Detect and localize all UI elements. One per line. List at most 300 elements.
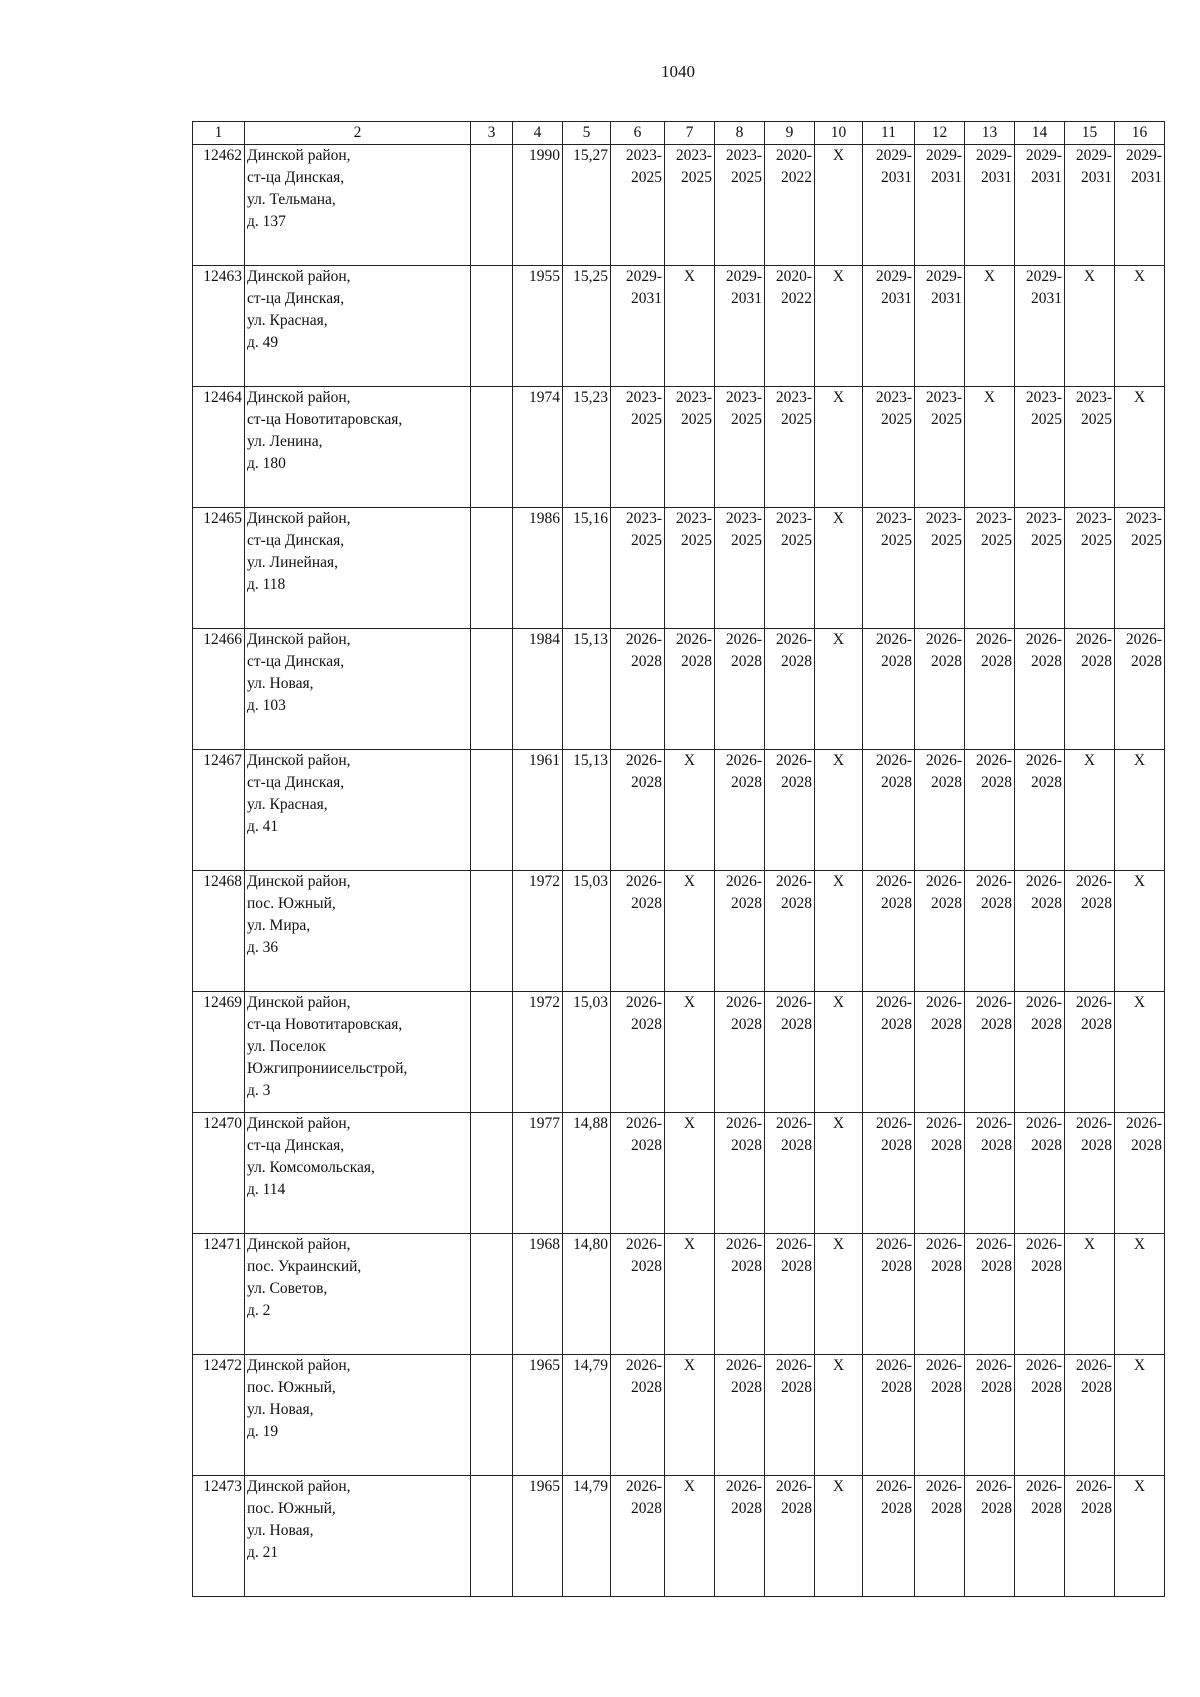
cell-line: 2026- bbox=[625, 994, 662, 1011]
cell-line: 2026- bbox=[1025, 752, 1062, 769]
cell-line: X bbox=[832, 1115, 845, 1132]
period-cell-col-13 bbox=[965, 145, 1015, 266]
period-cell-col-10 bbox=[815, 871, 863, 992]
period-cell-col-11 bbox=[863, 629, 915, 750]
address-line: Динской район, bbox=[247, 1478, 351, 1495]
period-cell-col-16 bbox=[1115, 1355, 1165, 1476]
cell-line: 2025 bbox=[781, 532, 812, 549]
cell-line: 2031 bbox=[1131, 169, 1162, 186]
record-id: 12462 bbox=[193, 145, 245, 266]
period-cell-col-15 bbox=[1065, 1476, 1115, 1597]
period-cell-col-11 bbox=[863, 387, 915, 508]
period-cell-col-15 bbox=[1065, 629, 1115, 750]
cell-c4: 1984 bbox=[513, 629, 563, 750]
cell-line: 2023- bbox=[675, 147, 712, 164]
cell-line: 2026- bbox=[625, 631, 662, 648]
period-cell-col-16 bbox=[1115, 266, 1165, 387]
address-line: Динской район, bbox=[247, 1115, 351, 1132]
cell-c5: 14,88 bbox=[563, 1113, 611, 1234]
cell-line: 2029- bbox=[625, 268, 662, 285]
period-cell-col-14 bbox=[1015, 992, 1065, 1113]
period-cell-col-11 bbox=[863, 1355, 915, 1476]
period-cell-col-6 bbox=[611, 1234, 665, 1355]
cell-line: 2028 bbox=[731, 1500, 762, 1517]
cell-line: 2028 bbox=[631, 1258, 662, 1275]
record-id: 12472 bbox=[193, 1355, 245, 1476]
period-cell-col-14 bbox=[1015, 266, 1065, 387]
cell-line: 2031 bbox=[931, 290, 962, 307]
table-row bbox=[193, 992, 1165, 1113]
cell-line: 2026- bbox=[775, 1478, 812, 1495]
cell-line: 2028 bbox=[981, 1258, 1012, 1275]
address-line: Динской район, bbox=[247, 510, 351, 527]
cell-line: 2023- bbox=[1025, 510, 1062, 527]
address-line: д. 180 bbox=[247, 455, 286, 472]
cell-line: 2025 bbox=[1031, 411, 1062, 428]
cell-line: 2026- bbox=[925, 631, 962, 648]
cell-line: 2028 bbox=[781, 1500, 812, 1517]
cell-line: 2029- bbox=[925, 147, 962, 164]
table-row bbox=[193, 266, 1165, 387]
period-cell-col-14 bbox=[1015, 145, 1065, 266]
address-line: ст-ца Динская, bbox=[247, 290, 345, 307]
cell-line: 2023- bbox=[925, 389, 962, 406]
cell-line: 2026- bbox=[775, 1115, 812, 1132]
cell-c5: 15,27 bbox=[563, 145, 611, 266]
cell-line: 2026- bbox=[1075, 1478, 1112, 1495]
cell-line: X bbox=[832, 873, 845, 890]
cell-line: 2026- bbox=[625, 1357, 662, 1374]
period-cell-col-10 bbox=[815, 508, 863, 629]
period-cell-col-6 bbox=[611, 508, 665, 629]
period-cell-col-15 bbox=[1065, 145, 1115, 266]
cell-line: X bbox=[983, 268, 996, 285]
cell-line: 2028 bbox=[731, 1016, 762, 1033]
period-cell-col-10 bbox=[815, 1234, 863, 1355]
registry-table bbox=[192, 121, 1165, 1597]
cell-line: X bbox=[832, 268, 845, 285]
cell-line: X bbox=[832, 147, 845, 164]
cell-c5: 15,13 bbox=[563, 629, 611, 750]
cell-c3 bbox=[471, 387, 513, 508]
period-cell-col-7 bbox=[665, 750, 715, 871]
column-header-8: 8 bbox=[715, 122, 765, 145]
cell-line: 2023- bbox=[975, 510, 1012, 527]
cell-line: 2026- bbox=[925, 752, 962, 769]
cell-line: 2028 bbox=[981, 1137, 1012, 1154]
address-line: Динской район, bbox=[247, 268, 351, 285]
table-row bbox=[193, 629, 1165, 750]
cell-c5: 15,03 bbox=[563, 992, 611, 1113]
column-header-11: 11 bbox=[863, 122, 915, 145]
period-cell-col-13 bbox=[965, 1113, 1015, 1234]
cell-line: 2028 bbox=[731, 1258, 762, 1275]
address-line: ст-ца Динская, bbox=[247, 653, 345, 670]
cell-line: 2028 bbox=[981, 774, 1012, 791]
cell-line: X bbox=[832, 1236, 845, 1253]
cell-line: 2028 bbox=[631, 1379, 662, 1396]
period-cell-col-14 bbox=[1015, 750, 1065, 871]
cell-line: 2028 bbox=[1031, 1258, 1062, 1275]
period-cell-col-12 bbox=[915, 145, 965, 266]
period-cell-col-8 bbox=[715, 750, 765, 871]
period-cell-col-12 bbox=[915, 1476, 965, 1597]
cell-c5: 15,16 bbox=[563, 508, 611, 629]
cell-line: 2026- bbox=[775, 752, 812, 769]
cell-line: 2025 bbox=[681, 169, 712, 186]
cell-line: 2026- bbox=[1025, 631, 1062, 648]
cell-line: 2026- bbox=[875, 1357, 912, 1374]
cell-c5: 14,79 bbox=[563, 1355, 611, 1476]
period-cell-col-10 bbox=[815, 1476, 863, 1597]
record-id: 12469 bbox=[193, 992, 245, 1113]
cell-line: 2026- bbox=[1125, 631, 1162, 648]
cell-line: 2028 bbox=[731, 1137, 762, 1154]
address-line: ул. Мира, bbox=[247, 917, 311, 934]
record-id: 12466 bbox=[193, 629, 245, 750]
cell-c5: 15,25 bbox=[563, 266, 611, 387]
cell-line: 2028 bbox=[1031, 1379, 1062, 1396]
cell-line: X bbox=[1083, 1236, 1096, 1253]
cell-line: X bbox=[832, 631, 845, 648]
period-cell-col-11 bbox=[863, 145, 915, 266]
period-cell-col-8 bbox=[715, 992, 765, 1113]
cell-c4: 1986 bbox=[513, 508, 563, 629]
cell-line: 2029- bbox=[1125, 147, 1162, 164]
cell-line: 2029- bbox=[875, 268, 912, 285]
period-cell-col-15 bbox=[1065, 266, 1115, 387]
cell-line: 2026- bbox=[675, 631, 712, 648]
record-id: 12471 bbox=[193, 1234, 245, 1355]
cell-c4: 1968 bbox=[513, 1234, 563, 1355]
period-cell-col-7 bbox=[665, 1476, 715, 1597]
cell-line: 2028 bbox=[931, 1379, 962, 1396]
period-cell-col-8 bbox=[715, 1234, 765, 1355]
cell-line: 2026- bbox=[975, 994, 1012, 1011]
cell-line: 2026- bbox=[1075, 994, 1112, 1011]
period-cell-col-16 bbox=[1115, 629, 1165, 750]
cell-line: 2025 bbox=[731, 411, 762, 428]
cell-c4: 1972 bbox=[513, 871, 563, 992]
period-cell-col-16 bbox=[1115, 750, 1165, 871]
period-cell-col-16 bbox=[1115, 508, 1165, 629]
period-cell-col-9 bbox=[765, 266, 815, 387]
cell-line: 2031 bbox=[1031, 290, 1062, 307]
cell-line: 2023- bbox=[1075, 389, 1112, 406]
table-row bbox=[193, 871, 1165, 992]
cell-c3 bbox=[471, 1113, 513, 1234]
address-line: д. 21 bbox=[247, 1544, 279, 1561]
period-cell-col-8 bbox=[715, 629, 765, 750]
cell-line: X bbox=[683, 268, 696, 285]
address-line: Динской район, bbox=[247, 994, 351, 1011]
cell-line: 2026- bbox=[1025, 1478, 1062, 1495]
period-cell-col-10 bbox=[815, 1113, 863, 1234]
cell-line: 2020- bbox=[775, 268, 812, 285]
cell-line: 2028 bbox=[631, 1500, 662, 1517]
address-line: ул. Красная, bbox=[247, 312, 328, 329]
period-cell-col-8 bbox=[715, 508, 765, 629]
period-cell-col-7 bbox=[665, 387, 715, 508]
period-cell-col-7 bbox=[665, 508, 715, 629]
address-line: д. 19 bbox=[247, 1423, 279, 1440]
table-row bbox=[193, 387, 1165, 508]
cell-line: 2023- bbox=[1025, 389, 1062, 406]
cell-c5: 14,80 bbox=[563, 1234, 611, 1355]
period-cell-col-15 bbox=[1065, 750, 1115, 871]
period-cell-col-14 bbox=[1015, 1234, 1065, 1355]
cell-line: 2025 bbox=[781, 411, 812, 428]
cell-line: 2028 bbox=[631, 1016, 662, 1033]
cell-line: 2026- bbox=[725, 1478, 762, 1495]
period-cell-col-6 bbox=[611, 1355, 665, 1476]
period-cell-col-16 bbox=[1115, 1234, 1165, 1355]
cell-line: 2026- bbox=[625, 1236, 662, 1253]
cell-line: 2026- bbox=[925, 994, 962, 1011]
address-line: Динской район, bbox=[247, 1357, 351, 1374]
cell-c5: 15,13 bbox=[563, 750, 611, 871]
cell-c5: 15,03 bbox=[563, 871, 611, 992]
cell-line: 2029- bbox=[1075, 147, 1112, 164]
column-header-12: 12 bbox=[915, 122, 965, 145]
cell-line: X bbox=[832, 994, 845, 1011]
cell-line: 2026- bbox=[975, 752, 1012, 769]
record-id: 12465 bbox=[193, 508, 245, 629]
cell-line: 2025 bbox=[631, 532, 662, 549]
cell-line: 2028 bbox=[881, 653, 912, 670]
address-line: ст-ца Новотитаровская, bbox=[247, 411, 403, 428]
cell-line: 2031 bbox=[731, 290, 762, 307]
period-cell-col-9 bbox=[765, 1355, 815, 1476]
period-cell-col-7 bbox=[665, 992, 715, 1113]
cell-c3 bbox=[471, 629, 513, 750]
period-cell-col-16 bbox=[1115, 1113, 1165, 1234]
column-header-9: 9 bbox=[765, 122, 815, 145]
period-cell-col-13 bbox=[965, 1476, 1015, 1597]
record-id: 12463 bbox=[193, 266, 245, 387]
cell-line: X bbox=[1133, 1236, 1146, 1253]
address-line: ул. Комсомольская, bbox=[247, 1159, 375, 1176]
cell-line: 2028 bbox=[1081, 653, 1112, 670]
cell-line: X bbox=[683, 1478, 696, 1495]
cell-line: 2028 bbox=[1031, 1137, 1062, 1154]
cell-line: 2028 bbox=[1081, 895, 1112, 912]
address-line: ул. Новая, bbox=[247, 1522, 314, 1539]
cell-line: 2028 bbox=[781, 1258, 812, 1275]
period-cell-col-14 bbox=[1015, 508, 1065, 629]
cell-line: 2028 bbox=[781, 774, 812, 791]
address-line: д. 41 bbox=[247, 818, 279, 835]
table-row bbox=[193, 1476, 1165, 1597]
cell-line: 2026- bbox=[925, 1478, 962, 1495]
table-row bbox=[193, 145, 1165, 266]
period-cell-col-13 bbox=[965, 1355, 1015, 1476]
cell-line: 2026- bbox=[775, 1236, 812, 1253]
period-cell-col-11 bbox=[863, 1476, 915, 1597]
cell-line: 2028 bbox=[931, 1258, 962, 1275]
cell-line: 2028 bbox=[631, 653, 662, 670]
period-cell-col-13 bbox=[965, 750, 1015, 871]
cell-line: 2031 bbox=[1031, 169, 1062, 186]
cell-line: X bbox=[1133, 994, 1146, 1011]
header-row bbox=[193, 122, 1165, 145]
record-id: 12470 bbox=[193, 1113, 245, 1234]
cell-line: 2026- bbox=[975, 631, 1012, 648]
cell-line: 2026- bbox=[1075, 631, 1112, 648]
cell-line: 2028 bbox=[881, 1016, 912, 1033]
period-cell-col-6 bbox=[611, 871, 665, 992]
period-cell-col-12 bbox=[915, 629, 965, 750]
cell-line: 2028 bbox=[631, 1137, 662, 1154]
period-cell-col-7 bbox=[665, 266, 715, 387]
period-cell-col-9 bbox=[765, 387, 815, 508]
address-line: ул. Поселок bbox=[247, 1038, 326, 1055]
address-line: ст-ца Динская, bbox=[247, 169, 345, 186]
address-line: д. 103 bbox=[247, 697, 286, 714]
cell-line: 2026- bbox=[1025, 1357, 1062, 1374]
period-cell-col-6 bbox=[611, 1113, 665, 1234]
cell-line: 2026- bbox=[625, 1115, 662, 1132]
cell-line: 2028 bbox=[1081, 1379, 1112, 1396]
record-id: 12468 bbox=[193, 871, 245, 992]
cell-line: 2025 bbox=[881, 411, 912, 428]
period-cell-col-6 bbox=[611, 1476, 665, 1597]
table-row bbox=[193, 750, 1165, 871]
cell-line: 2025 bbox=[881, 532, 912, 549]
period-cell-col-16 bbox=[1115, 1476, 1165, 1597]
cell-c3 bbox=[471, 1476, 513, 1597]
cell-line: 2025 bbox=[1131, 532, 1162, 549]
cell-line: X bbox=[683, 752, 696, 769]
period-cell-col-6 bbox=[611, 266, 665, 387]
cell-line: 2028 bbox=[881, 1137, 912, 1154]
cell-line: 2028 bbox=[1131, 1137, 1162, 1154]
cell-line: 2023- bbox=[675, 510, 712, 527]
period-cell-col-7 bbox=[665, 871, 715, 992]
period-cell-col-8 bbox=[715, 1355, 765, 1476]
cell-line: 2031 bbox=[1081, 169, 1112, 186]
cell-line: 2025 bbox=[731, 169, 762, 186]
cell-line: 2031 bbox=[881, 290, 912, 307]
cell-line: 2020- bbox=[775, 147, 812, 164]
period-cell-col-13 bbox=[965, 387, 1015, 508]
address-line: Динской район, bbox=[247, 1236, 351, 1253]
cell-c3 bbox=[471, 145, 513, 266]
cell-line: 2026- bbox=[875, 631, 912, 648]
table-row bbox=[193, 508, 1165, 629]
address-line: Динской район, bbox=[247, 631, 351, 648]
cell-line: 2022 bbox=[781, 290, 812, 307]
period-cell-col-11 bbox=[863, 750, 915, 871]
cell-line: 2028 bbox=[931, 653, 962, 670]
period-cell-col-11 bbox=[863, 992, 915, 1113]
cell-line: 2026- bbox=[1125, 1115, 1162, 1132]
cell-line: 2028 bbox=[1031, 1500, 1062, 1517]
period-cell-col-6 bbox=[611, 629, 665, 750]
cell-line: 2028 bbox=[931, 1137, 962, 1154]
address-cell bbox=[245, 508, 471, 629]
cell-line: 2028 bbox=[881, 1258, 912, 1275]
cell-line: 2029- bbox=[725, 268, 762, 285]
period-cell-col-10 bbox=[815, 1355, 863, 1476]
period-cell-col-9 bbox=[765, 629, 815, 750]
cell-c4: 1977 bbox=[513, 1113, 563, 1234]
column-header-4: 4 bbox=[513, 122, 563, 145]
cell-line: 2026- bbox=[925, 873, 962, 890]
period-cell-col-12 bbox=[915, 992, 965, 1113]
period-cell-col-16 bbox=[1115, 145, 1165, 266]
cell-c5: 15,23 bbox=[563, 387, 611, 508]
cell-line: 2023- bbox=[725, 510, 762, 527]
period-cell-col-7 bbox=[665, 1113, 715, 1234]
cell-line: 2031 bbox=[981, 169, 1012, 186]
period-cell-col-12 bbox=[915, 871, 965, 992]
period-cell-col-6 bbox=[611, 992, 665, 1113]
address-line: д. 114 bbox=[247, 1181, 286, 1198]
period-cell-col-11 bbox=[863, 266, 915, 387]
period-cell-col-15 bbox=[1065, 508, 1115, 629]
period-cell-col-9 bbox=[765, 992, 815, 1113]
cell-c3 bbox=[471, 1234, 513, 1355]
address-cell bbox=[245, 871, 471, 992]
period-cell-col-16 bbox=[1115, 871, 1165, 992]
period-cell-col-10 bbox=[815, 145, 863, 266]
address-cell bbox=[245, 629, 471, 750]
cell-line: 2026- bbox=[775, 873, 812, 890]
period-cell-col-13 bbox=[965, 871, 1015, 992]
period-cell-col-14 bbox=[1015, 629, 1065, 750]
period-cell-col-12 bbox=[915, 508, 965, 629]
cell-line: 2028 bbox=[781, 1016, 812, 1033]
cell-line: 2026- bbox=[925, 1236, 962, 1253]
period-cell-col-8 bbox=[715, 1476, 765, 1597]
record-id: 12467 bbox=[193, 750, 245, 871]
cell-line: 2028 bbox=[1031, 653, 1062, 670]
cell-line: 2026- bbox=[975, 1357, 1012, 1374]
address-line: ст-ца Новотитаровская, bbox=[247, 1016, 403, 1033]
cell-line: 2026- bbox=[725, 752, 762, 769]
period-cell-col-13 bbox=[965, 508, 1015, 629]
cell-line: 2026- bbox=[725, 1236, 762, 1253]
cell-line: 2028 bbox=[1031, 1016, 1062, 1033]
cell-line: 2023- bbox=[775, 510, 812, 527]
period-cell-col-11 bbox=[863, 508, 915, 629]
address-cell bbox=[245, 1476, 471, 1597]
cell-line: X bbox=[983, 389, 996, 406]
period-cell-col-14 bbox=[1015, 1476, 1065, 1597]
cell-c4: 1974 bbox=[513, 387, 563, 508]
cell-line: 2026- bbox=[725, 873, 762, 890]
period-cell-col-10 bbox=[815, 387, 863, 508]
cell-line: 2028 bbox=[781, 653, 812, 670]
address-line: Динской район, bbox=[247, 147, 351, 164]
cell-line: X bbox=[1083, 752, 1096, 769]
cell-line: X bbox=[832, 389, 845, 406]
period-cell-col-11 bbox=[863, 1113, 915, 1234]
cell-line: 2029- bbox=[875, 147, 912, 164]
address-cell bbox=[245, 992, 471, 1113]
cell-line: 2026- bbox=[975, 1115, 1012, 1132]
cell-line: X bbox=[683, 1357, 696, 1374]
address-cell bbox=[245, 266, 471, 387]
address-line: д. 2 bbox=[247, 1302, 271, 1319]
cell-c3 bbox=[471, 1355, 513, 1476]
address-line: пос. Украинский, bbox=[247, 1258, 362, 1275]
address-line: ст-ца Динская, bbox=[247, 774, 345, 791]
cell-line: 2026- bbox=[1025, 994, 1062, 1011]
cell-line: 2026- bbox=[625, 873, 662, 890]
address-line: Динской район, bbox=[247, 752, 351, 769]
